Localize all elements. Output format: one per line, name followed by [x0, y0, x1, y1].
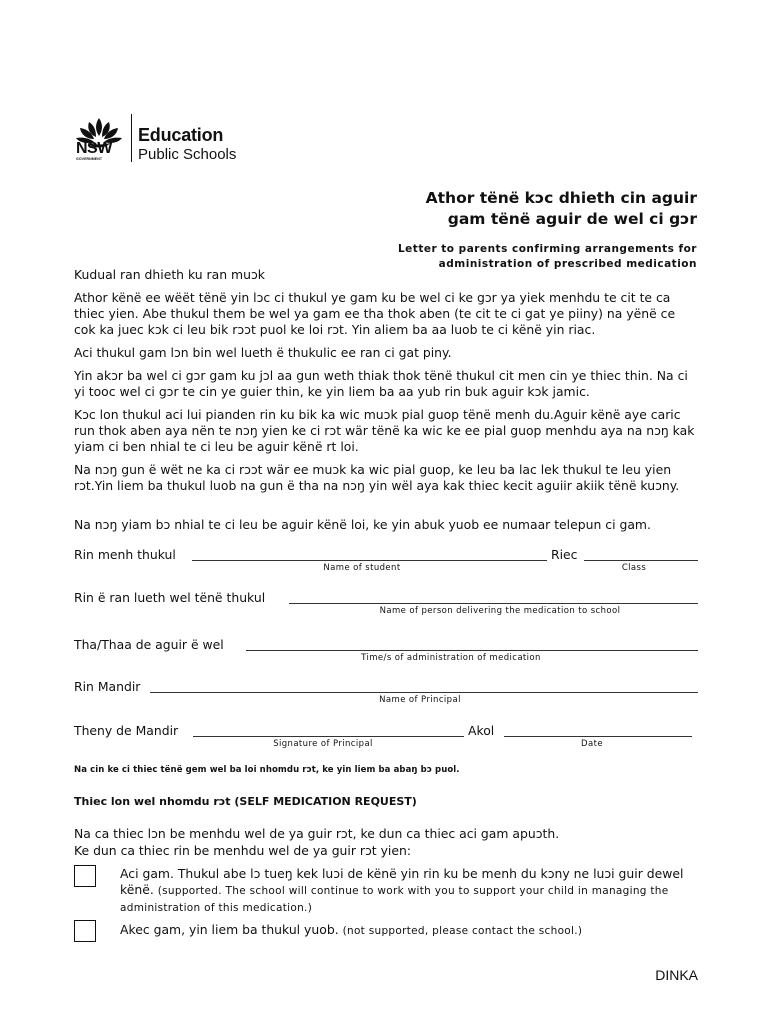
principal-signature-label: Theny de Mandir — [74, 723, 179, 738]
delivery-person-label: Rin ë ran lueth wel tënë thukul — [74, 590, 266, 605]
administration-time-caption: Time/s of administration of medication — [361, 653, 541, 663]
delivery-person-line[interactable] — [289, 603, 698, 604]
logo-public-schools-text: Public Schools — [138, 146, 237, 163]
logo-divider — [131, 114, 132, 162]
subtitle-line-2: administration of prescribed medication — [438, 258, 697, 270]
paragraph-2: Aci thukul gam lɔn bin wel lueth ë thukulic ee ran ci gat piny. — [74, 345, 452, 360]
class-line[interactable] — [584, 560, 698, 561]
principal-signature-caption: Signature of Principal — [273, 739, 373, 749]
student-name-caption: Name of student — [323, 563, 401, 573]
title-line-2: gam tënë aguir de wel ci gɔr — [447, 210, 697, 228]
choice-intro-line-1: Na ca thiec lɔn be menhdu wel de ya guir rɔt, ke dun ca thiec aci gam apuɔth. — [74, 826, 560, 841]
paragraph-3: Yin akɔr ba wel ci gɔr gam ku jɔl aa gun weth thiak thok tënë thukul cit men cin ye thiec thin. Na ci yi tooc wel ci gɔr te cin ye guier thin, ke yin liem ba aa yub rin buk aguir kɔk jamic. — [74, 368, 688, 399]
supported-option-text: Aci gam. Thukul abe lɔ tueŋ kek luɔi de kënë yin rin ku be menh du kɔny ne luɔi guir dewel kënë. — [120, 866, 684, 897]
subtitle-line-1: Letter to parents confirming arrangements for — [397, 243, 697, 255]
principal-signature-line[interactable] — [193, 736, 464, 737]
paragraph-1: Athor kënë ee wëët tënë yin lɔc ci thukul ye gam ku be wel ci ke gɔr ya yiek menhdu te cit te ca thiec yien. Abe thukul them be wel ya gam ee tha thok aben (te cit te ci gat ye piiny) na yënë ce cok ka juec kɔk ci leu bik rɔɔt puol ke loi rɔt. Yin aliem ba aa luob te ci kënë yin riac. — [74, 290, 676, 337]
date-line[interactable] — [504, 736, 692, 737]
self-medication-heading: Thiec lon wel nhomdu rɔt (SELF MEDICATION REQUEST) — [74, 795, 417, 808]
not-supported-option-text: Akec gam, yin liem ba thukul yuob. — [120, 922, 339, 937]
class-label: Riec — [551, 547, 578, 562]
logo-government-text: GOVERNMENT — [76, 157, 103, 161]
not-supported-checkbox[interactable] — [74, 920, 96, 942]
language-label: DINKA — [655, 967, 698, 983]
salutation: Kudual ran dhieth ku ran muɔk — [74, 267, 265, 282]
delivery-person-caption: Name of person delivering the medication to school — [379, 606, 621, 616]
supported-option-english: (supported. The school will continue to work with you to support your child in managing the administration of this medication.) — [120, 885, 669, 914]
paragraph-6: Na nɔŋ yiam bɔ nhial te ci leu be aguir kënë loi, ke yin abuk yuob ee numaar telepun ci gam. — [74, 517, 651, 532]
date-caption: Date — [581, 739, 603, 749]
paragraph-4: Kɔc lon thukul aci lui pianden rin ku bik ka wic muɔk pial guop tënë menh du.Aguir kënë aye caric run thok aben aya nën te nɔŋ yien ke ci rɔt wär tënë ka wic ke ee pial guop menhdu aya na nɔŋ kak yiam ci ben nhial te ci leu be aguir kënë rt loi. — [74, 407, 695, 454]
self-medication-note: Na cin ke ci thiec tënë gem wel ba loi nhomdu rɔt, ke yin liem ba abaŋ bɔ puol. — [74, 765, 460, 775]
class-caption: Class — [621, 563, 647, 573]
principal-name-caption: Name of Principal — [379, 695, 461, 705]
not-supported-option — [120, 922, 700, 939]
principal-name-line[interactable] — [150, 692, 698, 693]
administration-time-line[interactable] — [246, 650, 698, 651]
choice-intro — [74, 825, 698, 859]
supported-checkbox[interactable] — [74, 865, 96, 887]
principal-name-label: Rin Mandir — [74, 679, 141, 694]
paragraph-5: Na nɔŋ gun ë wët ne ka ci rɔɔt wär ee muɔk ka wic pial guop, ke leu ba lac lek thukul te leu yien rɔt.Yin liem ba thukul luob na gun ë tha na nɔŋ yin wël aya kak thiec kecit aguiir akiik tënë kuɔny. — [74, 462, 680, 493]
not-supported-option-english: (not supported, please contact the school.) — [342, 925, 583, 937]
document-title — [297, 188, 697, 230]
choice-intro-line-2: Ke dun ca thiec rin be menhdu wel de ya guir rɔt yien: — [74, 843, 412, 858]
logo-education-text: Education — [138, 125, 224, 145]
supported-option — [120, 866, 700, 916]
student-name-line[interactable] — [192, 560, 547, 561]
logo-nsw-text: NSW — [76, 140, 112, 157]
administration-time-label: Tha/Thaa de aguir ë wel — [74, 637, 224, 652]
date-label: Akol — [468, 723, 495, 738]
student-name-label: Rin menh thukul — [74, 547, 176, 562]
title-line-1: Athor tënë kɔc dhieth cin aguir — [425, 189, 697, 207]
